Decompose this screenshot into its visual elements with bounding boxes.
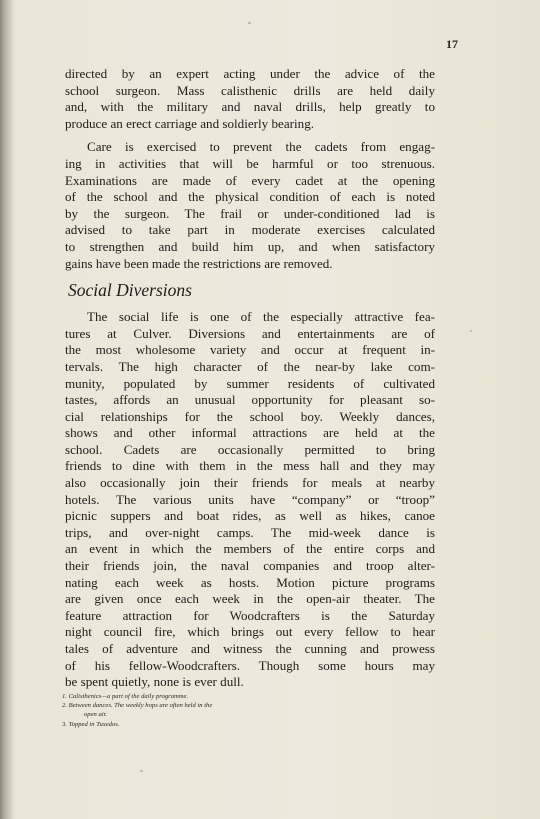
text-line: tales of adventure and witness the cunning and prowess — [65, 641, 435, 656]
text-line: and, with the military and naval drills, help greatly to — [65, 99, 435, 115]
text-line: munity, populated by summer residents of cultivated — [65, 375, 435, 391]
text-line: their friends join, the naval companies and troop alter- — [65, 558, 435, 574]
text-line: school surgeon. Mass calisthenic drills are held daily — [65, 82, 435, 98]
text-line: of his fellow-Woodcrafters. Though some hours may — [65, 657, 435, 673]
paragraph — [65, 66, 435, 132]
text-line: feature attraction for Woodcrafters is the Saturday — [65, 607, 435, 623]
text-line: by the surgeon. The frail or under-conditioned lad is — [65, 205, 435, 221]
text-line: advised to take part in moderate exercises calculated — [65, 222, 435, 238]
binding-shadow — [0, 0, 14, 819]
text-line: nating each week as hosts. Motion picture programs — [65, 574, 435, 590]
text-line: the most wholesome variety and occur at frequent in- — [65, 342, 435, 358]
text-line: night council fire, which brings out every fellow to hear — [65, 624, 435, 640]
text-line: gains have been made the restrictions are removed. — [65, 255, 333, 271]
text-line: picnic suppers and boat rides, as well as hikes, canoe — [65, 508, 435, 524]
text-line: shows and other informal attractions are held at the — [65, 425, 435, 441]
text-line: be spent quietly, none is ever dull. — [65, 674, 244, 690]
text-line: The social life is one of the especially attractive fea- — [87, 309, 435, 325]
text-line: hotels. The various units have “company” or “troop” — [65, 491, 435, 507]
paragraph — [65, 309, 435, 691]
footnote: 2. Between dances. The weekly hops are often held in the — [62, 702, 213, 710]
text-line: tures at Culver. Diversions and entertainments are of — [65, 325, 435, 341]
text-line: an event in which the members of the entire corps and — [65, 541, 435, 557]
text-line: are given once each week in the open-air theater. The — [65, 591, 435, 607]
text-line: trips, and over-night camps. The mid-week dance is — [65, 524, 435, 540]
text-line: Care is exercised to prevent the cadets from engag- — [87, 139, 435, 155]
text-line: of the school and the physical condition of each is noted — [65, 189, 435, 205]
section-heading: Social Diversions — [68, 280, 192, 301]
text-line: tervals. The high character of the near-by lake com- — [65, 358, 435, 374]
text-line: cial relationships for the school boy. Weekly dances, — [65, 408, 435, 424]
footnote: 1. Calisthenics—a part of the daily programme. — [62, 693, 189, 700]
text-line: produce an erect carriage and soldierly bearing. — [65, 115, 315, 131]
paragraph — [65, 139, 435, 272]
paper-speck — [140, 770, 143, 772]
text-line: ing in activities that will be harmful or too strenuous. — [65, 155, 435, 171]
body-text — [65, 66, 435, 691]
text-line: Examinations are made of every cadet at the opening — [65, 172, 435, 188]
text-line: friends to dine with them in the mess hall and they may — [65, 458, 435, 474]
footnote: 3. Topped in Tuxedos. — [62, 720, 120, 728]
paper-speck — [470, 330, 472, 332]
text-line: school. Cadets are occasionally permitted to bring — [65, 441, 435, 457]
text-line: to strengthen and build him up, and when satisfactory — [65, 238, 435, 254]
footnotes — [62, 692, 322, 729]
text-line: also occasionally join their friends for meals at nearby — [65, 475, 435, 491]
paper-speck — [248, 22, 251, 24]
footnote-continuation: open air. — [84, 711, 108, 719]
text-line: tastes, affords an unusual opportunity for pleasant so- — [65, 392, 435, 408]
text-line: directed by an expert acting under the advice of the — [65, 66, 435, 81]
page-number: 17 — [446, 37, 458, 51]
